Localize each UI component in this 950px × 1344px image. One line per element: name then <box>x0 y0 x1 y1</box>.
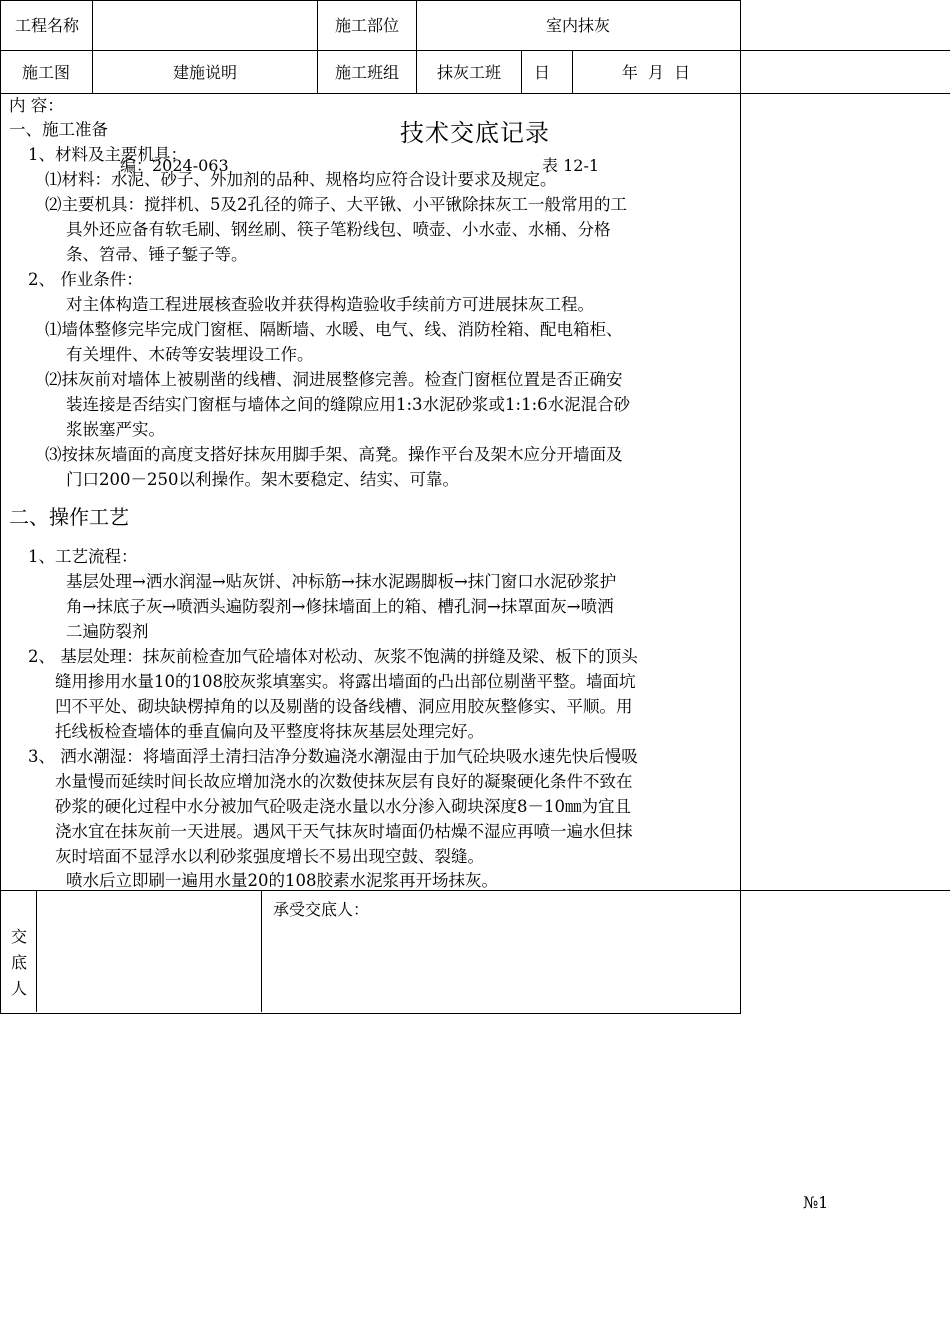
subsection-heading: 1、工艺流程： <box>28 547 138 566</box>
content-line: ⑴墙体整修完毕完成门窗框、隔断墙、水暖、电气、线、消防栓箱、配电箱柜、 <box>45 320 623 339</box>
subsection-heading: 2、 作业条件： <box>28 270 143 289</box>
content-line: 二遍防裂剂 <box>66 622 149 641</box>
construction-part-label: 施工部位 <box>334 15 399 35</box>
content-line: ⑴材料：水泥、砂子、外加剂的品种、规格均应符合设计要求及规定。 <box>45 170 557 189</box>
date-value: 年 月 日 <box>621 62 691 82</box>
drawing-label: 施工图 <box>21 62 70 82</box>
col-divider <box>36 890 37 1012</box>
team-label: 施工班组 <box>334 62 399 82</box>
team-value: 抹灰工班 <box>436 62 501 82</box>
page-number: №1 <box>803 1193 829 1212</box>
form-number: 表 12-1 <box>542 156 600 175</box>
receiver-label: 承受交底人： <box>273 900 370 919</box>
content-body <box>0 94 739 890</box>
content-line: 托线板检查墙体的垂直偏向及平整度将抹灰基层处理完好。 <box>55 722 484 741</box>
project-name-value <box>93 0 317 50</box>
content-line: ⑶按抹灰墙面的高度支搭好抹灰用脚手架、高凳。操作平台及架木应分开墙面及 <box>45 445 623 464</box>
content-line: ⑵抹灰前对墙体上被剔凿的线槽、洞进展整修完善。检查门窗框位置是否正确安 <box>45 370 623 389</box>
content-line: ⑵主要机具：搅拌机、5及2孔径的筛子、大平锹、小平锹除抹灰工一般常用的工 <box>45 195 627 214</box>
date-label: 日 <box>534 62 551 82</box>
content-line: 具外还应备有软毛刷、钢丝刷、筷子笔粉线包、喷壶、小水壶、水桶、分格 <box>66 220 611 239</box>
project-name-label: 工程名称 <box>14 15 79 35</box>
subsection-heading: 1、材料及主要机具： <box>28 145 187 164</box>
content-heading: 内 容： <box>9 96 64 115</box>
content-line: 水量慢而延续时间长故应增加浇水的次数使抹灰层有良好的凝聚硬化条件不致在 <box>55 772 633 791</box>
content-line: 浆嵌塞严实。 <box>66 420 165 439</box>
construction-part-value: 室内抹灰 <box>545 15 610 35</box>
content-line: 装连接是否结实门窗框与墙体之间的缝隙应用1:3水泥砂浆或1:1:6水泥混合砂 <box>66 395 631 414</box>
content-line: 基层处理→洒水润湿→贴灰饼、冲标筋→抹水泥踢脚板→抹门窗口水泥砂浆护 <box>66 572 617 591</box>
document-code: 编：2024-063 <box>120 156 229 175</box>
content-line: 条、笤帚、锤子錾子等。 <box>66 245 248 264</box>
content-line: 有关埋件、木砖等安装埋设工作。 <box>66 345 314 364</box>
discloser-label: 交底人 <box>10 927 27 998</box>
content-line: 砂浆的硬化过程中水分被加气砼吸走浇水量以水分渗入砌块深度8－10㎜为宜且 <box>55 797 631 816</box>
content-line: 对主体构造工程进展核查验收并获得构造验收手续前方可进展抹灰工程。 <box>66 295 594 314</box>
section-heading: 一、施工准备 <box>9 120 108 139</box>
col-divider <box>261 890 262 1012</box>
content-line: 灰时培面不显浮水以利砂浆强度增长不易出现空鼓、裂缝。 <box>55 847 484 866</box>
content-line: 2、 基层处理：抹灰前检查加气砼墙体对松动、灰浆不饱满的拼缝及梁、板下的顶头 <box>28 647 638 666</box>
drawing-value: 建施说明 <box>172 62 237 82</box>
content-line: 喷水后立即刷一遍用水量20的108胶素水泥浆再开场抹灰。 <box>66 871 498 890</box>
content-line: 缝用掺用水量10的108胶灰浆填塞实。将露出墙面的凸出部位剔凿平整。墙面坑 <box>55 672 636 691</box>
content-line: 凹不平处、砌块缺楞掉角的以及剔凿的设备线槽、洞应用胶灰整修实、平顺。用 <box>55 697 633 716</box>
content-line: 浇水宜在抹灰前一天进展。遇风干天气抹灰时墙面仍枯燥不湿应再喷一遍水但抹 <box>55 822 633 841</box>
document-title: 技术交底记录 <box>400 119 550 147</box>
content-line: 门口200－250以利操作。架木要稳定、结实、可靠。 <box>66 470 459 489</box>
content-line: 角→抹底子灰→喷洒头遍防裂剂→修抹墙面上的箱、槽孔洞→抹罩面灰→喷洒 <box>66 597 614 616</box>
section-heading: 二、操作工艺 <box>9 505 129 529</box>
content-line: 3、 洒水潮湿：将墙面浮土清扫洁净分数遍浇水潮湿由于加气砼块吸水速先快后慢吸 <box>28 747 638 766</box>
